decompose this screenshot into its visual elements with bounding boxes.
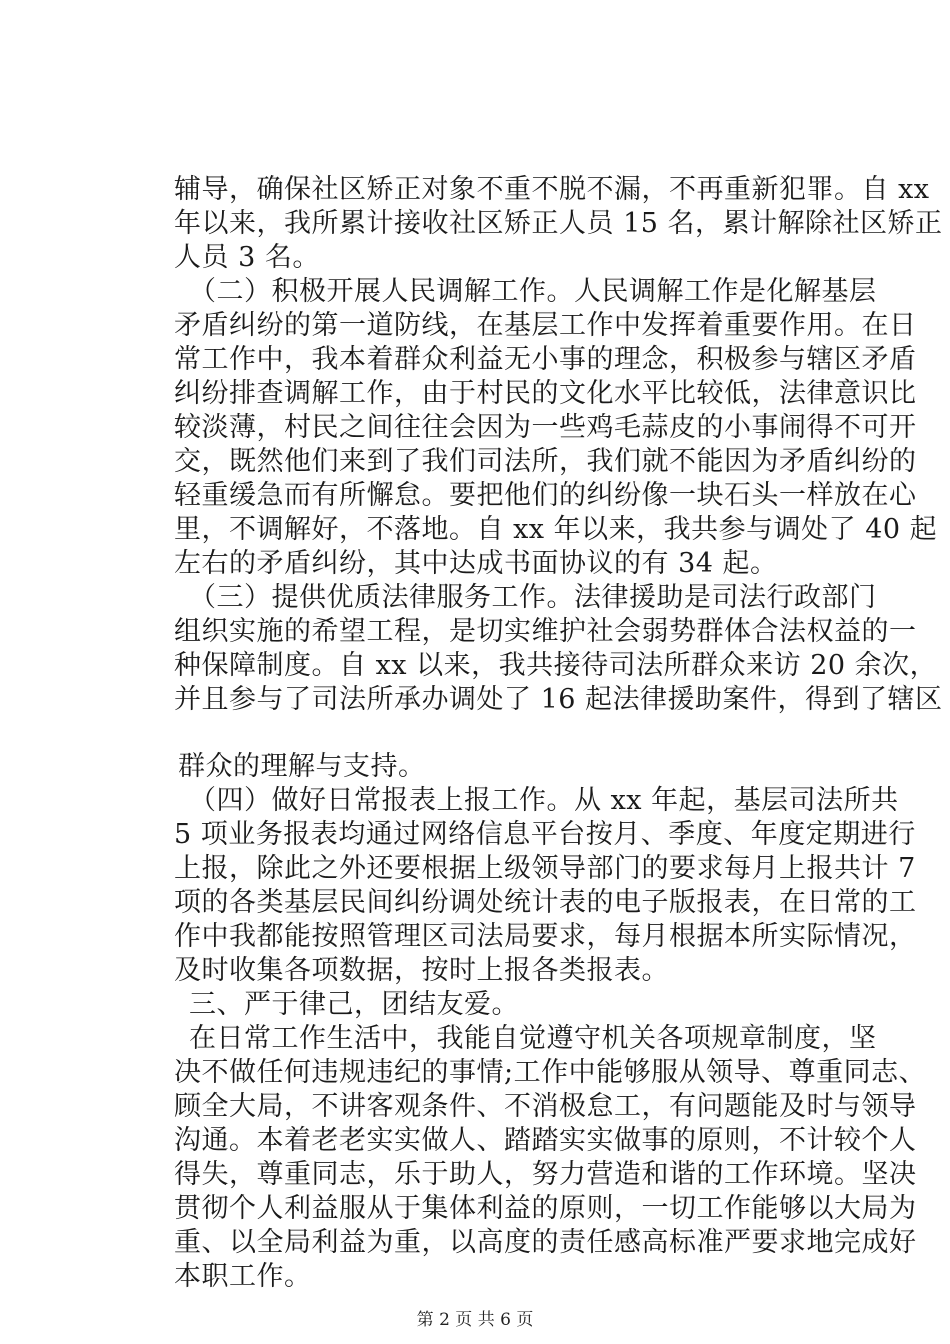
text-line: 及时收集各项数据，按时上报各类报表。 [174, 955, 669, 986]
text-line: 交，既然他们来到了我们司法所，我们就不能因为矛盾纠纷的 [174, 446, 917, 477]
text-line: 群众的理解与支持。 [178, 751, 426, 782]
text-line: 左右的矛盾纠纷，其中达成书面协议的有 34 起。 [174, 548, 778, 579]
text-line: 贯彻个人利益服从于集体利益的原则，一切工作能够以大局为 [174, 1193, 917, 1224]
text-line: 决不做任何违规违纪的事情;工作中能够服从领导、尊重同志、 [174, 1057, 927, 1088]
section-heading-three: 三、严于律己，团结友爱。 [189, 989, 519, 1020]
page-footer: 第 2 页 共 6 页 [416, 1310, 534, 1330]
section-heading-2: （二）积极开展人民调解工作。人民调解工作是化解基层 [189, 276, 877, 307]
text-line: 矛盾纠纷的第一道防线，在基层工作中发挥着重要作用。在日 [174, 310, 917, 341]
text-line: 里，不调解好，不落地。自 xx 年以来，我共参与调处了 40 起 [174, 514, 938, 545]
section-heading-3: （三）提供优质法律服务工作。法律援助是司法行政部门 [189, 582, 877, 613]
text-line: 人员 3 名。 [174, 242, 320, 273]
text-line: 并且参与了司法所承办调处了 16 起法律援助案件，得到了辖区 [174, 684, 943, 715]
section-heading-4: （四）做好日常报表上报工作。从 xx 年起，基层司法所共 [189, 785, 899, 816]
text-line: 年以来，我所累计接收社区矫正人员 15 名，累计解除社区矫正 [174, 208, 943, 239]
text-line: 作中我都能按照管理区司法局要求，每月根据本所实际情况， [174, 921, 917, 952]
text-line: 组织实施的希望工程，是切实维护社会弱势群体合法权益的一 [174, 616, 917, 647]
text-line: 顾全大局，不讲客观条件、不消极怠工，有问题能及时与领导 [174, 1091, 917, 1122]
text-line: 辅导，确保社区矫正对象不重不脱不漏，不再重新犯罪。自 xx [174, 174, 930, 205]
text-line: 沟通。本着老老实实做人、踏踏实实做事的原则，不计较个人 [174, 1125, 917, 1156]
text-line: 重、以全局利益为重，以高度的责任感高标准严要求地完成好 [174, 1227, 917, 1258]
text-line: 常工作中，我本着群众利益无小事的理念，积极参与辖区矛盾 [174, 344, 917, 375]
text-line: 项的各类基层民间纠纷调处统计表的电子版报表，在日常的工 [174, 887, 917, 918]
text-line: 得失，尊重同志，乐于助人，努力营造和谐的工作环境。坚决 [174, 1159, 917, 1190]
text-line: 上报，除此之外还要根据上级领导部门的要求每月上报共计 7 [174, 853, 916, 884]
text-line: 种保障制度。自 xx 以来，我共接待司法所群众来访 20 余次， [174, 650, 938, 681]
text-line: 本职工作。 [174, 1261, 312, 1292]
text-line: 纠纷排查调解工作，由于村民的文化水平比较低，法律意识比 [174, 378, 917, 409]
text-line: 轻重缓急而有所懈怠。要把他们的纠纷像一块石头一样放在心 [174, 480, 917, 511]
text-line: 较淡薄，村民之间往往会因为一些鸡毛蒜皮的小事闹得不可开 [174, 412, 917, 443]
text-line: 在日常工作生活中，我能自觉遵守机关各项规章制度，坚 [189, 1023, 877, 1054]
text-line: 5 项业务报表均通过网络信息平台按月、季度、年度定期进行 [174, 819, 916, 850]
